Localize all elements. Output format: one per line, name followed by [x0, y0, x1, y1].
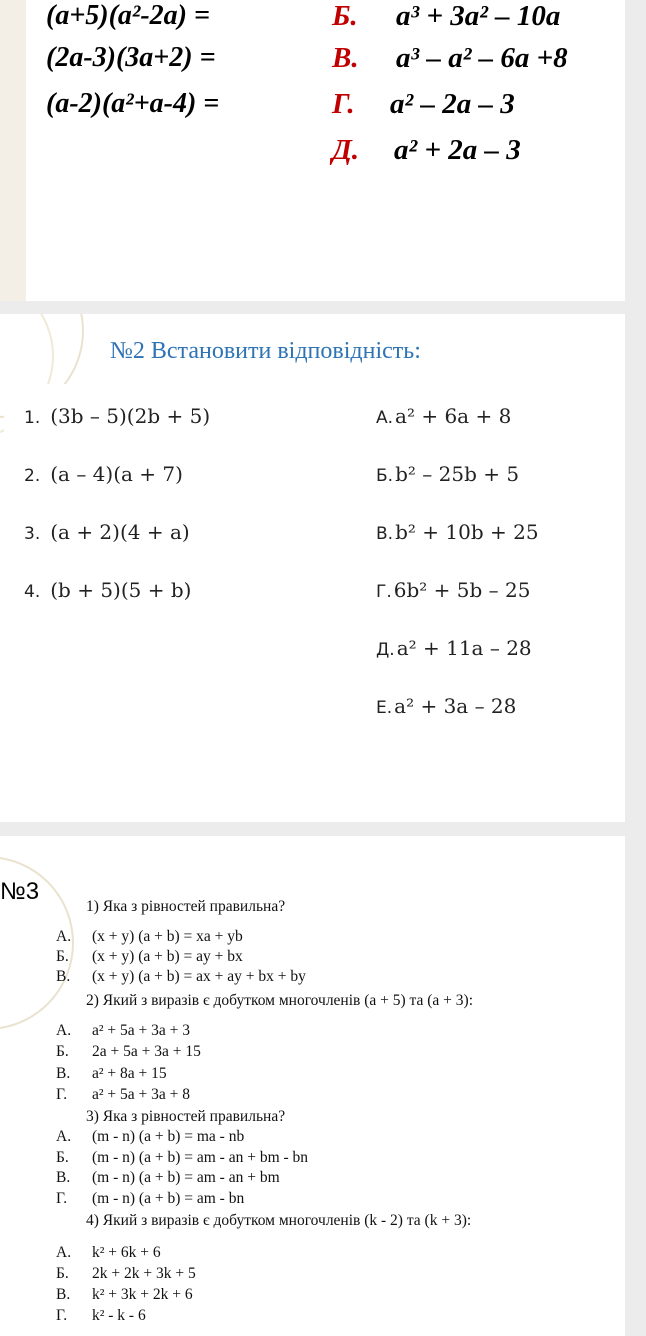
right-item-letter: Е. — [376, 698, 393, 718]
slide-3 — [0, 836, 625, 1336]
left-item-3 — [24, 520, 190, 544]
option-label: В. — [56, 968, 71, 985]
right-item-letter: А. — [376, 408, 394, 428]
q1-option-b — [56, 948, 243, 966]
option-label: Г. — [56, 1307, 68, 1324]
q2-option-b — [56, 1043, 201, 1061]
slide-2-title: №2 Встановити відповідність: — [110, 338, 421, 364]
s1-row-expression: (2a-3)(3a+2) = — [46, 42, 216, 73]
q3-option-v — [56, 1169, 280, 1187]
right-item-expression: a² + 11a – 28 — [396, 636, 532, 660]
slide-2 — [0, 314, 625, 822]
s1-row-expression: (a-2)(a²+a-4) = — [46, 88, 220, 119]
right-item-expression: a² + 3a – 28 — [394, 694, 517, 718]
option-label: А. — [56, 1244, 72, 1261]
option-text: (x + y) (a + b) = ay + bx — [92, 948, 243, 965]
right-item-letter: Б. — [376, 466, 394, 486]
option-text: a² + 5a + 3a + 3 — [92, 1022, 191, 1039]
left-item-4 — [24, 578, 191, 602]
question-3: 3) Яка з рівностей правильна? — [86, 1108, 286, 1125]
s1-row-letter: Г. — [332, 88, 355, 120]
right-item-letter: Д. — [376, 640, 395, 660]
s1-row-expression: (a+5)(a²-2a) = — [46, 0, 210, 31]
right-item-expression: b² – 25b + 5 — [395, 462, 520, 486]
option-text: 2a + 5a + 3a + 15 — [92, 1043, 201, 1060]
question-1: 1) Яка з рівностей правильна? — [86, 898, 286, 915]
left-item-expression: (a – 4)(a + 7) — [50, 462, 183, 486]
option-label: А. — [56, 1022, 72, 1039]
right-item-expression: 6b² + 5b – 25 — [393, 578, 531, 602]
right-item-e — [376, 694, 516, 718]
s1-row-number: 2. — [0, 0, 23, 33]
question-2: 2) Який з виразів є добутком многочленів (a + 5) та (a + 3): — [86, 992, 474, 1009]
s1-row-result: a³ + 3a² – 10a — [396, 0, 561, 32]
option-label: Б. — [56, 1043, 69, 1060]
q2-option-a — [56, 1022, 190, 1040]
q4-option-a — [56, 1244, 161, 1262]
option-text: (m - n) (a + b) = am - an + bm - bn — [92, 1149, 309, 1166]
s1-row-number: 4. — [0, 88, 23, 121]
left-item-1 — [24, 404, 210, 428]
q4-option-b — [56, 1265, 196, 1283]
option-label: Г. — [56, 1086, 68, 1103]
left-item-number: 4. — [24, 582, 41, 602]
option-text: a² + 8a + 15 — [92, 1065, 167, 1082]
option-label: Б. — [56, 1149, 69, 1166]
q1-option-v — [56, 968, 306, 986]
s1-row-number: 3. — [0, 42, 23, 75]
option-label: Б. — [56, 948, 69, 965]
q3-option-g — [56, 1190, 244, 1208]
s1-row-result: a³ – a² – 6a +8 — [396, 42, 568, 74]
question-4: 4) Який з виразів є добутком многочленів (k - 2) та (k + 3): — [86, 1212, 472, 1229]
option-text: (x + y) (a + b) = xa + yb — [92, 928, 243, 945]
slide-1 — [0, 0, 625, 301]
right-item-v — [376, 520, 539, 544]
s1-row-letter: Д. — [332, 134, 360, 166]
q2-option-v — [56, 1065, 167, 1083]
q3-option-b — [56, 1149, 308, 1167]
q1-option-a — [56, 928, 243, 946]
option-label: Б. — [56, 1265, 69, 1282]
left-item-expression: (3b – 5)(2b + 5) — [50, 404, 211, 428]
left-item-number: 3. — [24, 524, 41, 544]
option-text: k² + 6k + 6 — [92, 1244, 161, 1261]
option-text: (m - n) (a + b) = am - an + bm — [92, 1169, 280, 1186]
option-text: 2k + 2k + 3k + 5 — [92, 1265, 196, 1282]
right-item-b — [376, 462, 519, 486]
right-item-expression: a² + 6a + 8 — [395, 404, 512, 428]
option-text: k² + 3k + 2k + 6 — [92, 1286, 193, 1303]
left-item-expression: (b + 5)(5 + b) — [50, 578, 192, 602]
s1-row-letter: В. — [332, 42, 359, 74]
s1-row-result: a² – 2a – 3 — [390, 88, 515, 120]
s1-row-letter: Б. — [332, 0, 358, 32]
left-item-2 — [24, 462, 183, 486]
left-item-expression: (a + 2)(4 + a) — [50, 520, 190, 544]
slide-3-heading: №3 — [0, 878, 40, 905]
option-text: (m - n) (a + b) = ma - nb — [92, 1128, 245, 1145]
right-item-d — [376, 636, 532, 660]
option-label: В. — [56, 1169, 71, 1186]
option-label: А. — [56, 928, 72, 945]
option-label: Г. — [56, 1190, 68, 1207]
q4-option-g — [56, 1307, 146, 1325]
option-label: В. — [56, 1286, 71, 1303]
option-text: k² - k - 6 — [92, 1307, 146, 1324]
option-label: В. — [56, 1065, 71, 1082]
right-item-letter: В. — [376, 524, 394, 544]
matching-table — [4, 384, 564, 784]
s1-row-result: a² + 2a – 3 — [394, 134, 521, 166]
left-item-number: 2. — [24, 466, 41, 486]
option-label: А. — [56, 1128, 72, 1145]
q4-option-v — [56, 1286, 193, 1304]
left-item-number: 1. — [24, 408, 41, 428]
right-item-expression: b² + 10b + 25 — [395, 520, 539, 544]
option-text: a² + 5a + 3a + 8 — [92, 1086, 191, 1103]
q2-option-g — [56, 1086, 190, 1104]
right-item-a — [376, 404, 511, 428]
option-text: (m - n) (a + b) = am - bn — [92, 1190, 245, 1207]
right-item-letter: Г. — [376, 582, 392, 602]
option-text: (x + y) (a + b) = ax + ay + bx + by — [92, 968, 306, 985]
q3-option-a — [56, 1128, 244, 1146]
right-item-g — [376, 578, 531, 602]
